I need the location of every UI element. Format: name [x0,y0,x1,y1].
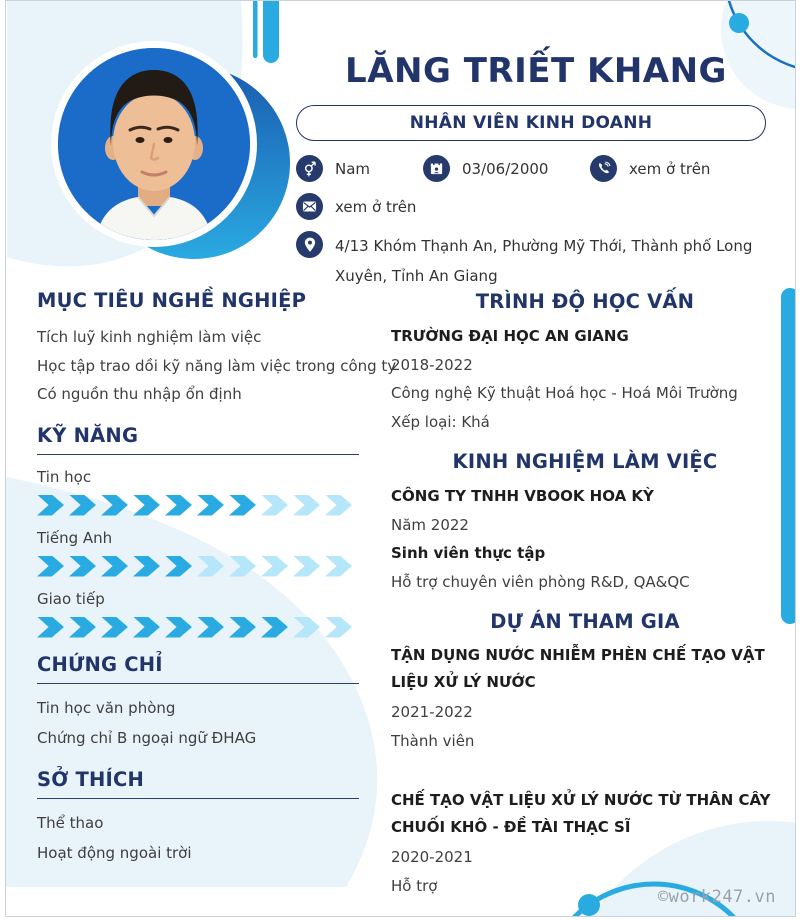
contact-phone-value: xem ở trên [629,159,711,178]
contact-block [296,155,781,302]
contact-birthday [423,155,590,182]
education-grade: Xếp loại: Khá [391,412,490,431]
skill-arrow [261,556,288,577]
contact-gender-value: Nam [335,159,371,178]
watermark: ©work247.vn [657,887,776,907]
experience-company: CÔNG TY TNHH VBOOK HOA KỲ [391,487,654,505]
skills-list [37,466,359,638]
section-certificates [37,653,359,753]
objective-heading: MỤC TIÊU NGHỀ NGHIỆP [37,289,307,312]
top-thin-bar [253,1,258,58]
skill-item [37,588,359,638]
section-objective [37,289,397,409]
skill-level-arrows [37,617,359,638]
skill-arrow [229,617,256,638]
contact-row-1 [296,155,781,182]
skill-arrow [69,556,96,577]
skill-item [37,527,359,577]
certificates-list [37,693,359,753]
skill-arrow [261,495,288,516]
skill-arrow [165,556,192,577]
skill-arrow [293,495,320,516]
skill-arrow [197,495,224,516]
experience-heading: KINH NGHIỆM LÀM VIỆC [452,450,718,473]
skill-arrow [133,617,160,638]
contact-phone [590,155,710,182]
right-edge-bar [781,288,795,624]
project-period: 2021-2022 [391,703,473,721]
project-role: Thành viên [391,731,475,750]
skill-arrow [69,495,96,516]
skill-arrow [37,495,64,516]
skill-level-arrows [37,495,359,516]
objective-item: Có nguồn thu nhập ổn định [37,385,242,403]
skill-arrow [165,495,192,516]
skill-arrow [229,556,256,577]
hobbies-heading: SỞ THÍCH [37,768,359,799]
experience-role: Sinh viên thực tập [391,544,546,562]
experience-description: Hỗ trợ chuyên viên phòng R&D, QA&QC [391,572,690,591]
phone-icon [590,155,617,182]
skill-arrow [261,617,288,638]
mail-icon [296,193,323,220]
right-column [391,290,779,906]
skill-arrow [133,495,160,516]
certificate-item: Tin học văn phòng [37,698,176,717]
certificate-item: Chứng chỉ B ngoại ngữ ĐHAG [37,728,257,747]
project-role: Hỗ trợ [391,876,438,895]
contact-birthday-value: 03/06/2000 [462,159,549,178]
skill-arrow [325,617,352,638]
section-skills [37,424,359,638]
skill-level-arrows [37,556,359,577]
job-title: NHÂN VIÊN KINH DOANH [409,113,653,133]
skill-arrow [37,617,64,638]
skill-arrow [325,495,352,516]
skill-arrow [325,556,352,577]
objective-list [37,323,397,409]
education-school: TRƯỜNG ĐẠI HỌC AN GIANG [391,327,629,345]
skills-heading: KỸ NĂNG [37,424,359,455]
section-projects [391,610,779,900]
contact-row-3 [296,231,781,291]
skill-arrow [197,556,224,577]
section-experience [391,450,779,596]
contact-row-2 [296,193,781,220]
skill-label: Giao tiếp [37,589,105,608]
skill-arrow [101,617,128,638]
section-hobbies [37,768,359,868]
project-period: 2020-2021 [391,848,473,866]
certificates-heading: CHỨNG CHỈ [37,653,359,684]
education-major: Công nghệ Kỹ thuật Hoá học - Hoá Môi Trường [391,384,738,402]
skill-arrow [69,617,96,638]
contact-email [296,193,416,220]
project-title: CHẾ TẠO VẬT LIỆU XỬ LÝ NƯỚC TỪ THÂN CÂY CHUỐI KHÔ - ĐỀ TÀI THẠC SĨ [391,791,771,836]
gender-icon [296,155,323,182]
objective-item: Tích luỹ kinh nghiệm làm việc [37,328,262,346]
hobby-item: Hoạt động ngoài trời [37,843,192,862]
skill-arrow [197,617,224,638]
contact-address-value: 4/13 Khóm Thạnh An, Phường Mỹ Thới, Thành phố Long Xuyên, Tỉnh An Giang [335,237,753,285]
contact-gender [296,155,423,182]
skill-arrow [37,556,64,577]
skill-item [37,466,359,516]
profile-photo [51,41,257,247]
section-education [391,290,779,436]
project-title: TẬN DỤNG NƯỚC NHIỄM PHÈN CHẾ TẠO VẬT LIỆU XỬ LÝ NƯỚC [391,646,765,691]
hobby-item: Thể thao [37,813,104,832]
skill-arrow [293,617,320,638]
skill-arrow [101,556,128,577]
skill-arrow [133,556,160,577]
left-column [37,289,397,868]
cv-sheet [5,0,796,917]
projects-list [391,642,779,900]
contact-email-value: xem ở trên [335,197,417,216]
job-title-pill [296,105,766,141]
hobbies-list [37,808,359,868]
education-heading: TRÌNH ĐỘ HỌC VẤN [475,290,695,313]
skill-arrow [165,617,192,638]
skill-arrow [229,495,256,516]
skill-arrow [101,495,128,516]
project-item [391,642,779,755]
top-thick-bar [263,1,279,63]
project-item [391,787,779,900]
skill-label: Tin học [37,467,92,486]
top-right-dot [729,13,749,33]
location-icon [296,231,323,258]
skill-label: Tiếng Anh [37,528,113,547]
projects-heading: DỰ ÁN THAM GIA [490,610,680,633]
calendar-icon [423,155,450,182]
objective-item: Học tập trao dồi kỹ năng làm việc trong công ty [37,356,397,375]
skill-arrow [293,556,320,577]
experience-period: Năm 2022 [391,515,469,534]
candidate-name: LĂNG TRIẾT KHANG [345,51,727,91]
portrait-illustration [58,48,250,240]
education-period: 2018-2022 [391,355,473,374]
